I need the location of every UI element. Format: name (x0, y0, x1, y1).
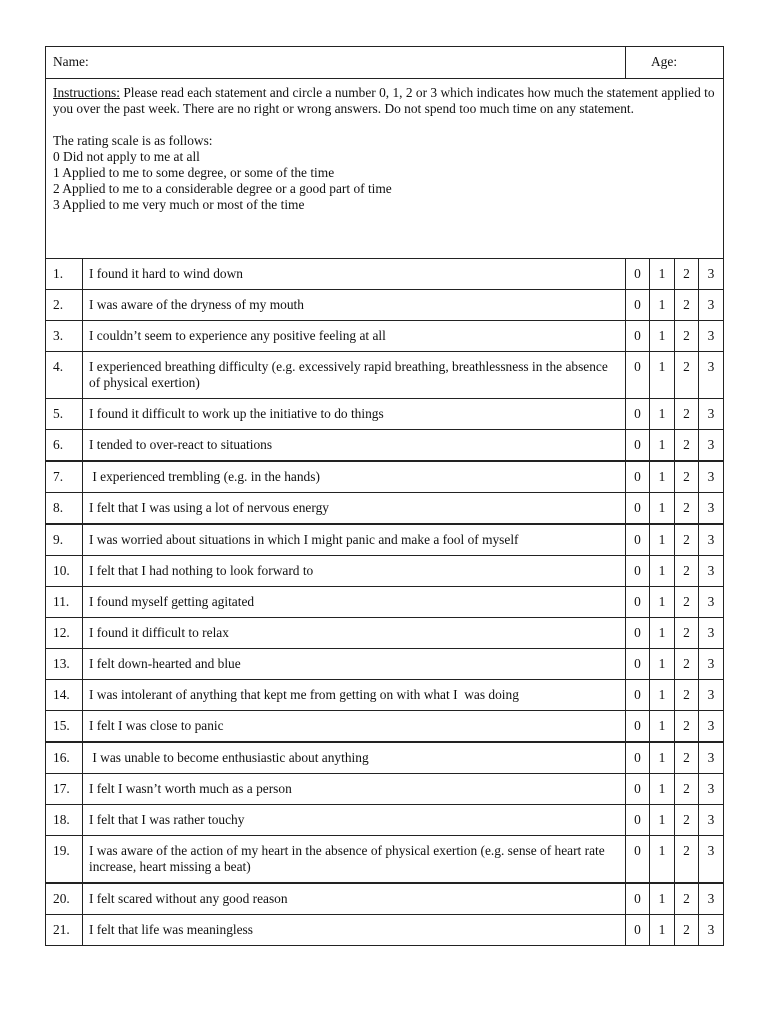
rating-option-3[interactable]: 3 (699, 618, 724, 649)
item-number: 21. (46, 915, 83, 946)
instructions-paragraph (53, 85, 716, 117)
rating-option-0[interactable]: 0 (626, 680, 650, 711)
item-row (46, 915, 724, 946)
item-statement: I felt down-hearted and blue (83, 649, 626, 680)
rating-option-0[interactable]: 0 (626, 774, 650, 805)
item-row (46, 556, 724, 587)
rating-option-0[interactable]: 0 (626, 290, 650, 321)
item-number: 6. (46, 430, 83, 462)
item-statement: I experienced trembling (e.g. in the hands) (83, 461, 626, 493)
rating-option-2[interactable]: 2 (675, 649, 699, 680)
rating-option-2[interactable]: 2 (675, 915, 699, 946)
rating-option-0[interactable]: 0 (626, 649, 650, 680)
item-statement: I was worried about situations in which I might panic and make a fool of myself (83, 524, 626, 556)
item-statement: I found it difficult to work up the initiative to do things (83, 399, 626, 430)
rating-option-1[interactable]: 1 (650, 680, 675, 711)
item-number: 1. (46, 259, 83, 290)
item-statement: I found myself getting agitated (83, 587, 626, 618)
item-number: 14. (46, 680, 83, 711)
item-statement: I experienced breathing difficulty (e.g. excessively rapid breathing, breathlessness in the absence of physical exertion) (83, 352, 626, 399)
rating-option-1[interactable]: 1 (650, 805, 675, 836)
item-number: 13. (46, 649, 83, 680)
rating-scale-0: 0 Did not apply to me at all (53, 149, 200, 164)
item-statement: I felt I wasn’t worth much as a person (83, 774, 626, 805)
rating-option-2[interactable]: 2 (675, 742, 699, 774)
item-row (46, 618, 724, 649)
rating-option-2[interactable]: 2 (675, 680, 699, 711)
rating-option-2[interactable]: 2 (675, 556, 699, 587)
rating-option-1[interactable]: 1 (650, 556, 675, 587)
rating-option-2[interactable]: 2 (675, 836, 699, 884)
item-row (46, 587, 724, 618)
item-row (46, 836, 724, 884)
rating-option-1[interactable]: 1 (650, 883, 675, 915)
rating-option-0[interactable]: 0 (626, 587, 650, 618)
rating-option-0[interactable]: 0 (626, 742, 650, 774)
instructions-text: Please read each statement and circle a number 0, 1, 2 or 3 which indicates how much the statement applied to you over the past week. There are no right or wrong answers. Do not spend too much time on any statement. (53, 85, 715, 116)
rating-option-3[interactable]: 3 (699, 680, 724, 711)
rating-option-3[interactable]: 3 (699, 805, 724, 836)
rating-option-1[interactable]: 1 (650, 742, 675, 774)
item-number: 5. (46, 399, 83, 430)
rating-option-3[interactable]: 3 (699, 742, 724, 774)
rating-scale-3: 3 Applied to me very much or most of the time (53, 197, 305, 212)
rating-option-1[interactable]: 1 (650, 774, 675, 805)
age-field[interactable] (626, 47, 724, 79)
item-statement: I couldn’t seem to experience any positive feeling at all (83, 321, 626, 352)
rating-option-0[interactable]: 0 (626, 915, 650, 946)
item-number: 7. (46, 461, 83, 493)
item-statement: I felt that life was meaningless (83, 915, 626, 946)
rating-option-0[interactable]: 0 (626, 618, 650, 649)
age-label: Age: (651, 54, 678, 69)
rating-option-0[interactable]: 0 (626, 836, 650, 884)
item-row (46, 805, 724, 836)
item-row (46, 461, 724, 493)
rating-option-1[interactable]: 1 (650, 493, 675, 525)
item-row (46, 649, 724, 680)
item-number: 17. (46, 774, 83, 805)
instructions-block (46, 79, 724, 259)
instructions-row (46, 79, 724, 259)
rating-option-1[interactable]: 1 (650, 711, 675, 743)
rating-option-3[interactable]: 3 (699, 461, 724, 493)
rating-option-1[interactable]: 1 (650, 290, 675, 321)
rating-option-0[interactable]: 0 (626, 399, 650, 430)
rating-option-3[interactable]: 3 (699, 430, 724, 462)
rating-option-1[interactable]: 1 (650, 321, 675, 352)
item-statement: I felt that I was using a lot of nervous energy (83, 493, 626, 525)
rating-option-3[interactable]: 3 (699, 321, 724, 352)
rating-option-3[interactable]: 3 (699, 524, 724, 556)
questionnaire-table (45, 46, 724, 946)
item-number: 3. (46, 321, 83, 352)
rating-option-2[interactable]: 2 (675, 259, 699, 290)
name-field[interactable] (46, 47, 626, 79)
rating-option-0[interactable]: 0 (626, 493, 650, 525)
rating-option-1[interactable]: 1 (650, 461, 675, 493)
item-statement: I was aware of the action of my heart in the absence of physical exertion (e.g. sense of heart rate increase, heart missing a beat) (83, 836, 626, 884)
rating-option-0[interactable]: 0 (626, 461, 650, 493)
rating-option-1[interactable]: 1 (650, 649, 675, 680)
rating-option-0[interactable]: 0 (626, 259, 650, 290)
rating-option-2[interactable]: 2 (675, 618, 699, 649)
item-number: 12. (46, 618, 83, 649)
rating-option-0[interactable]: 0 (626, 556, 650, 587)
item-number: 8. (46, 493, 83, 525)
rating-option-3[interactable]: 3 (699, 587, 724, 618)
rating-option-1[interactable]: 1 (650, 524, 675, 556)
item-row (46, 493, 724, 525)
item-row (46, 711, 724, 743)
rating-option-0[interactable]: 0 (626, 711, 650, 743)
item-row (46, 352, 724, 399)
item-number: 16. (46, 742, 83, 774)
item-statement: I felt that I had nothing to look forward to (83, 556, 626, 587)
item-number: 11. (46, 587, 83, 618)
item-statement: I felt I was close to panic (83, 711, 626, 743)
rating-option-2[interactable]: 2 (675, 430, 699, 462)
item-number: 18. (46, 805, 83, 836)
rating-option-3[interactable]: 3 (699, 883, 724, 915)
rating-option-3[interactable]: 3 (699, 259, 724, 290)
rating-option-2[interactable]: 2 (675, 711, 699, 743)
item-number: 10. (46, 556, 83, 587)
rating-option-2[interactable]: 2 (675, 290, 699, 321)
item-statement: I felt scared without any good reason (83, 883, 626, 915)
rating-option-0[interactable]: 0 (626, 805, 650, 836)
item-row (46, 883, 724, 915)
item-statement: I found it hard to wind down (83, 259, 626, 290)
rating-scale-intro: The rating scale is as follows: (53, 133, 213, 148)
rating-option-1[interactable]: 1 (650, 259, 675, 290)
item-statement: I was aware of the dryness of my mouth (83, 290, 626, 321)
rating-option-3[interactable]: 3 (699, 290, 724, 321)
item-number: 19. (46, 836, 83, 884)
item-statement: I was intolerant of anything that kept me from getting on with what I was doing (83, 680, 626, 711)
rating-scale-1: 1 Applied to me to some degree, or some of the time (53, 165, 335, 180)
item-row (46, 259, 724, 290)
item-statement: I found it difficult to relax (83, 618, 626, 649)
item-row (46, 774, 724, 805)
rating-option-2[interactable]: 2 (675, 524, 699, 556)
item-number: 20. (46, 883, 83, 915)
rating-option-1[interactable]: 1 (650, 430, 675, 462)
rating-option-1[interactable]: 1 (650, 618, 675, 649)
item-row (46, 680, 724, 711)
rating-option-0[interactable]: 0 (626, 352, 650, 399)
rating-option-1[interactable]: 1 (650, 352, 675, 399)
item-number: 4. (46, 352, 83, 399)
rating-option-2[interactable]: 2 (675, 587, 699, 618)
rating-option-2[interactable]: 2 (675, 493, 699, 525)
item-statement: I felt that I was rather touchy (83, 805, 626, 836)
rating-option-1[interactable]: 1 (650, 587, 675, 618)
rating-option-2[interactable]: 2 (675, 321, 699, 352)
item-number: 9. (46, 524, 83, 556)
rating-option-3[interactable]: 3 (699, 493, 724, 525)
item-row (46, 321, 724, 352)
rating-option-2[interactable]: 2 (675, 805, 699, 836)
rating-option-3[interactable]: 3 (699, 556, 724, 587)
rating-scale-2: 2 Applied to me to a considerable degree or a good part of time (53, 181, 392, 196)
rating-option-2[interactable]: 2 (675, 399, 699, 430)
item-number: 15. (46, 711, 83, 743)
item-row (46, 524, 724, 556)
rating-option-2[interactable]: 2 (675, 883, 699, 915)
rating-option-3[interactable]: 3 (699, 915, 724, 946)
rating-option-0[interactable]: 0 (626, 883, 650, 915)
instructions-heading: Instructions: (53, 85, 120, 100)
rating-option-2[interactable]: 2 (675, 774, 699, 805)
item-row (46, 430, 724, 462)
rating-option-3[interactable]: 3 (699, 836, 724, 884)
rating-option-0[interactable]: 0 (626, 430, 650, 462)
rating-option-1[interactable]: 1 (650, 836, 675, 884)
item-statement: I tended to over-react to situations (83, 430, 626, 462)
header-row (46, 47, 724, 79)
item-row (46, 290, 724, 321)
rating-option-1[interactable]: 1 (650, 399, 675, 430)
rating-option-3[interactable]: 3 (699, 352, 724, 399)
rating-option-3[interactable]: 3 (699, 774, 724, 805)
rating-option-0[interactable]: 0 (626, 321, 650, 352)
rating-option-0[interactable]: 0 (626, 524, 650, 556)
rating-option-3[interactable]: 3 (699, 649, 724, 680)
rating-option-1[interactable]: 1 (650, 915, 675, 946)
item-number: 2. (46, 290, 83, 321)
rating-option-3[interactable]: 3 (699, 399, 724, 430)
item-statement: I was unable to become enthusiastic about anything (83, 742, 626, 774)
rating-option-2[interactable]: 2 (675, 461, 699, 493)
item-row (46, 399, 724, 430)
name-label: Name: (53, 54, 89, 69)
rating-option-2[interactable]: 2 (675, 352, 699, 399)
rating-option-3[interactable]: 3 (699, 711, 724, 743)
item-row (46, 742, 724, 774)
